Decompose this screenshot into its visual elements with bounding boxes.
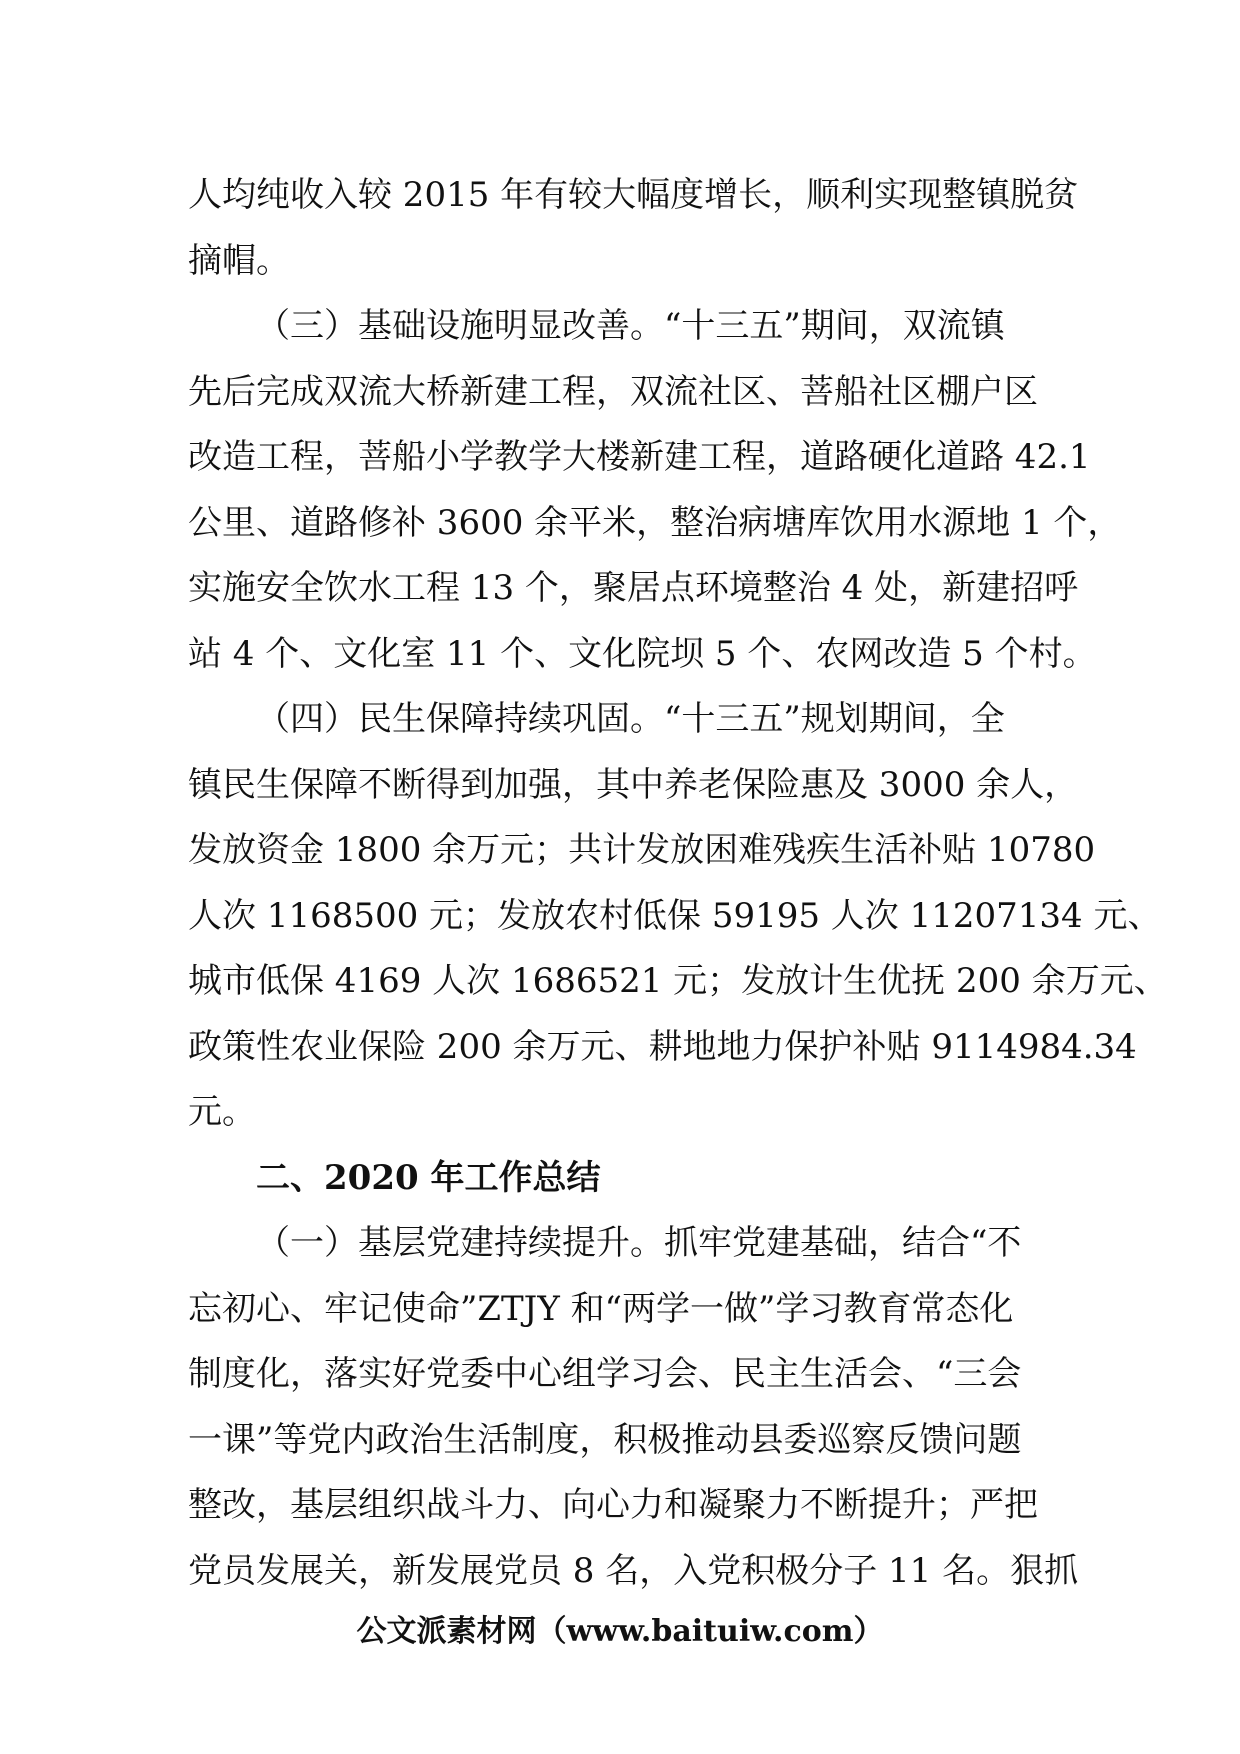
text-line: 忘初心、牢记使命”ZTJY 和“两学一做”学习教育常态化 [188,1288,1014,1329]
text-line: 元。 [188,1092,256,1132]
text-line: 政策性农业保险 200 余万元、耕地地力保护补贴 9114984.34 [188,1026,1137,1067]
text-line: 摘帽。 [188,240,290,281]
text-line: 人次 1168500 元；发放农村低保 59195 人次 11207134 元、 [188,895,1162,936]
section-heading-4-line: （四）民生保障持续巩固。“十三五”规划期间，全 [256,699,1005,739]
text-line: 城市低保 4169 人次 1686521 元；发放计生优抚 200 余万元、 [188,961,1168,1001]
text-line: 一课”等党内政治生活制度，积极推动县委巡察反馈问题 [188,1419,1022,1460]
section-heading-3-line: （三）基础设施明显改善。“十三五”期间，双流镇 [256,306,1005,346]
text-line: 整改，基层组织战斗力、向心力和凝聚力不断提升；严把 [188,1485,1038,1525]
section-heading-1-line: （一）基层党建持续提升。抓牢党建基础，结合“不 [256,1223,1022,1263]
text-line: 改造工程，菩船小学教学大楼新建工程，道路硬化道路 42.1 [188,437,1091,477]
text-line: 公里、道路修补 3600 余平米，整治病塘库饮用水源地 1 个， [188,502,1122,543]
document-body [188,163,1168,1604]
text-line: 站 4 个、文化室 11 个、文化院坝 5 个、农网改造 5 个村。 [188,633,1097,674]
text-line: 制度化，落实好党委中心组学习会、民主生活会、“三会 [188,1354,1022,1394]
text-line: 人均纯收入较 2015 年有较大幅度增长，顺利实现整镇脱贫 [188,175,1079,215]
text-line: 镇民生保障不断得到加强，其中养老保险惠及 3000 余人， [188,764,1079,805]
text-line: 党员发展关，新发展党员 8 名，入党积极分子 11 名。狠抓 [188,1550,1079,1591]
text-line: 发放资金 1800 余万元；共计发放困难残疾生活补贴 10780 [188,830,1096,870]
footer-watermark: 公文派素材网（www.baituiw.com） [356,1614,884,1649]
chapter-heading: 二、2020 年工作总结 [256,1157,601,1198]
text-line: 实施安全饮水工程 13 个，聚居点环境整治 4 处，新建招呼 [188,568,1079,608]
text-line: 先后完成双流大桥新建工程，双流社区、菩船社区棚户区 [188,371,1038,412]
